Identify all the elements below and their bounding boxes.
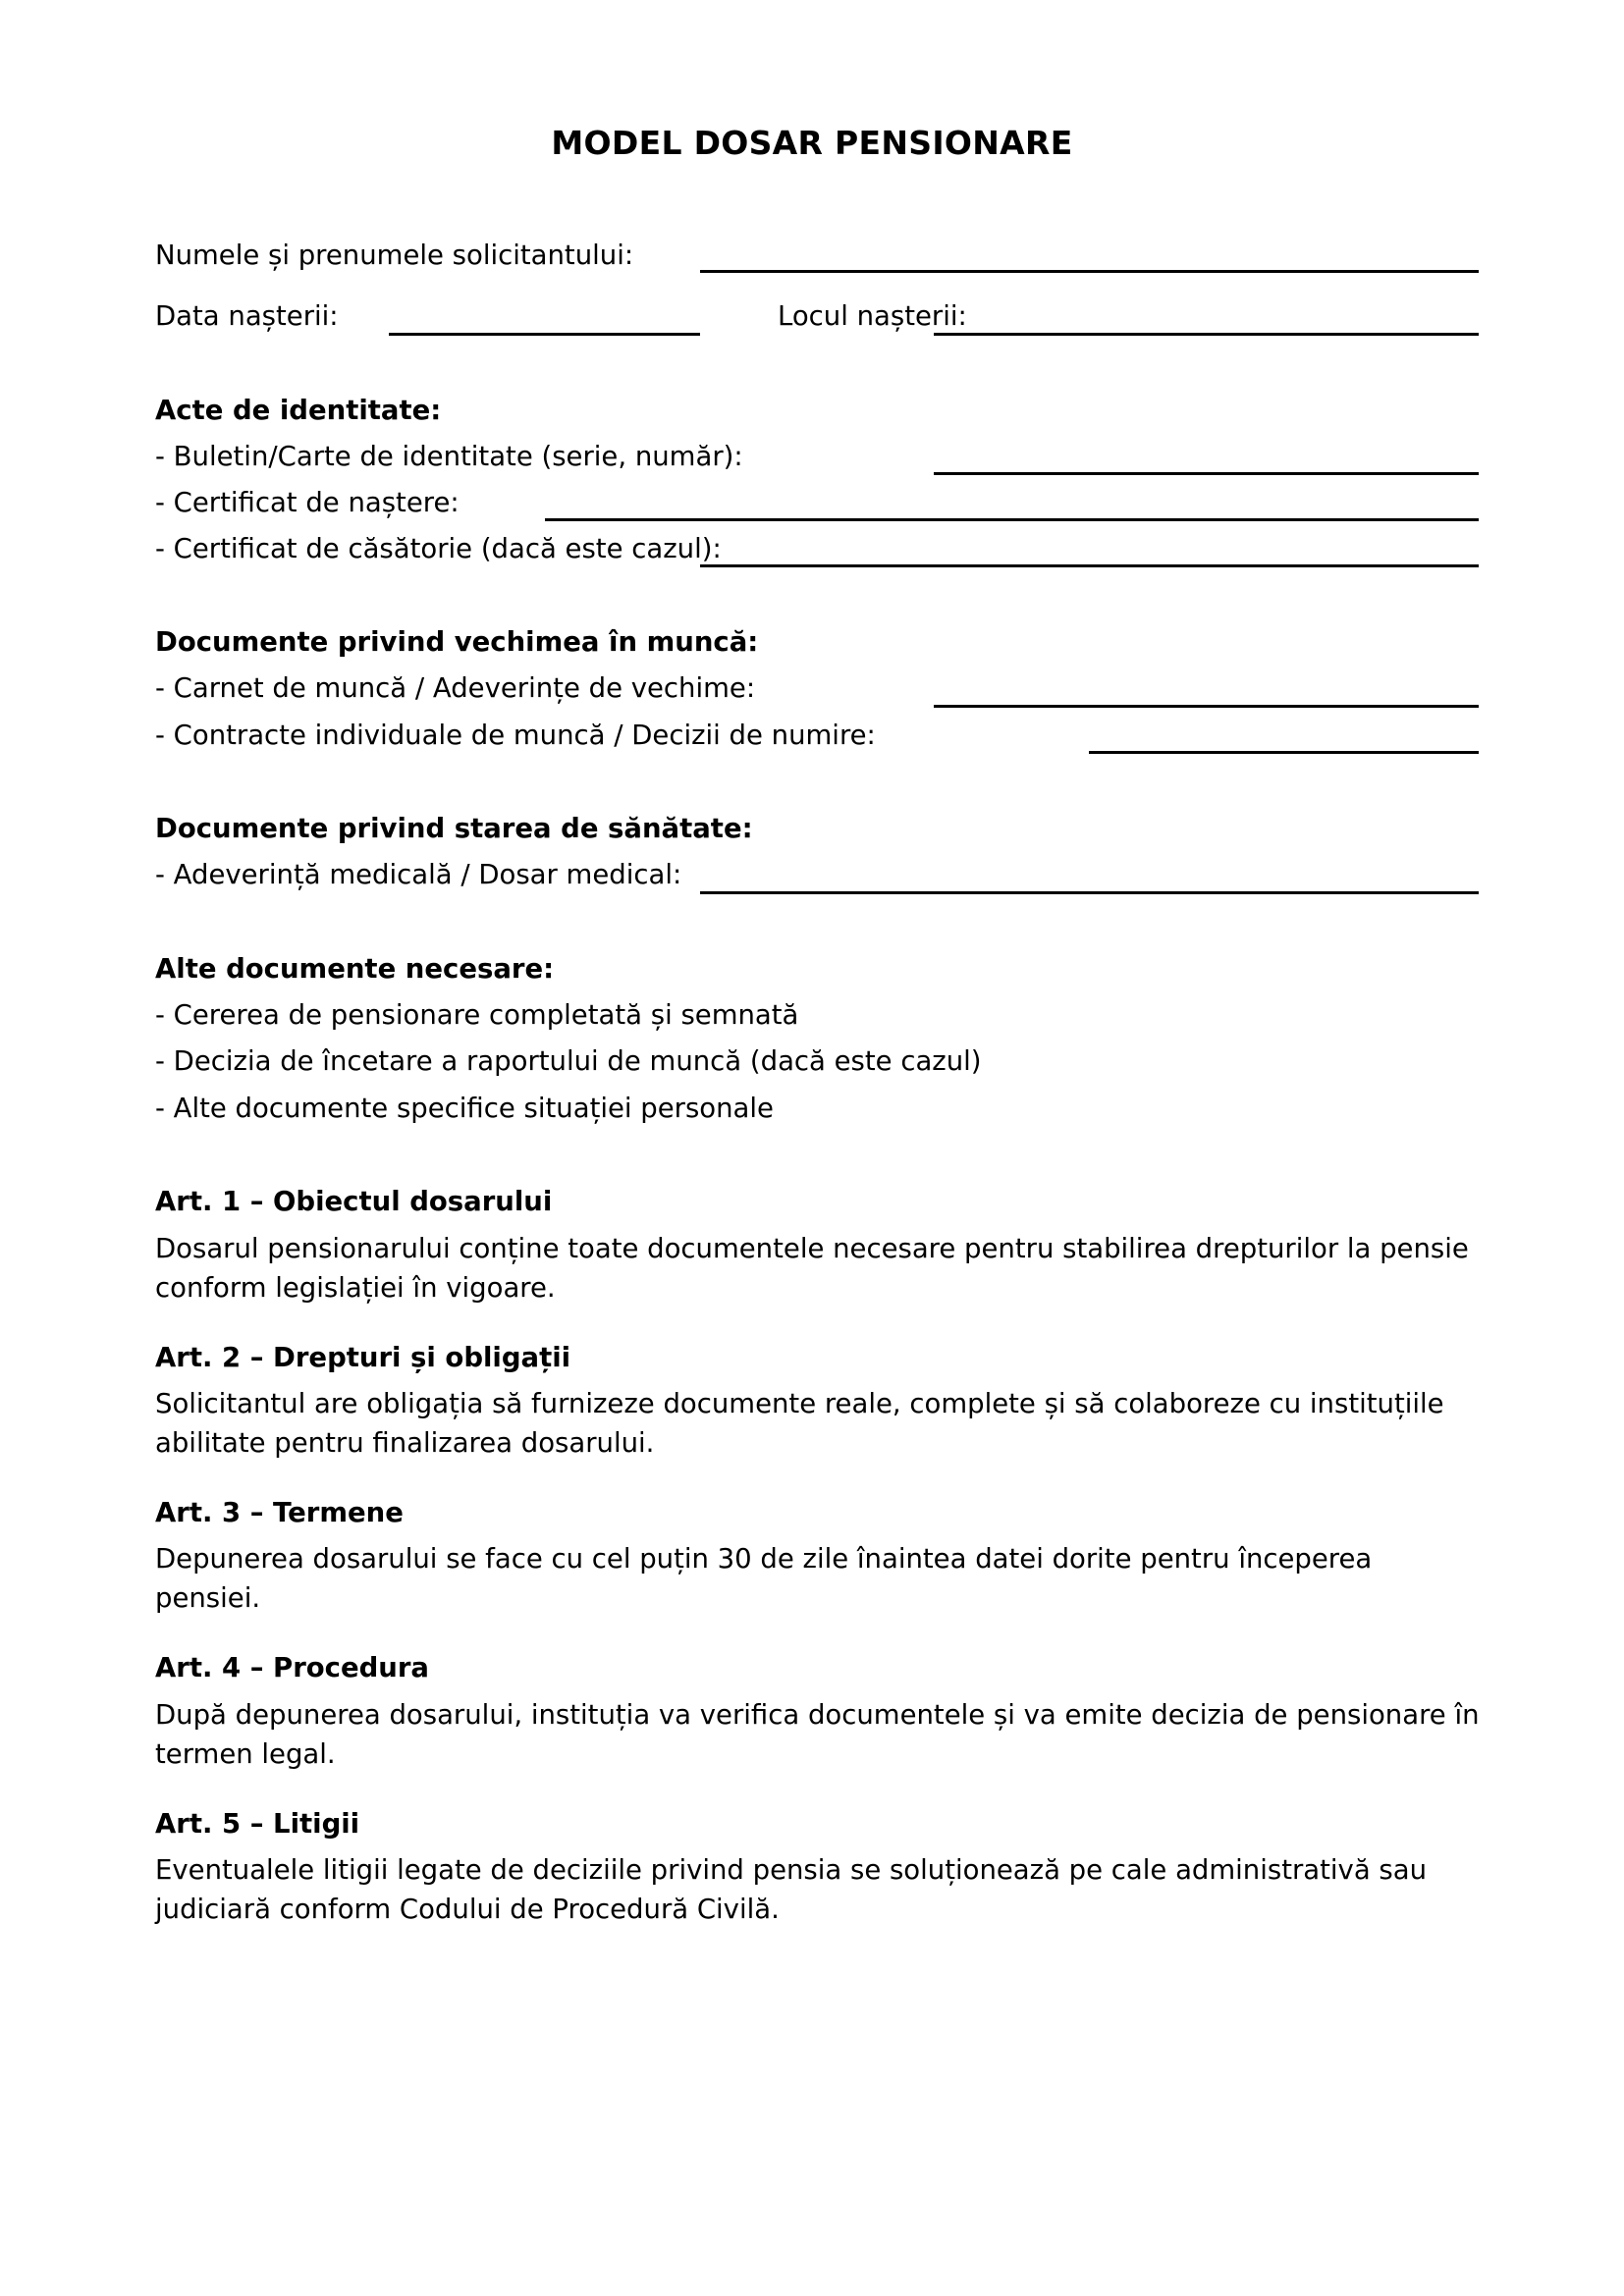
page-title: MODEL DOSAR PENSIONARE xyxy=(551,124,1073,162)
identity-heading: Acte de identitate: xyxy=(155,395,442,426)
article-3-text: Depunerea dosarului se face cu cel puțin 30 de zile înaintea datei dorite pentru începerea pensiei. xyxy=(155,1543,1373,1614)
birth-place-label: Locul nașterii: xyxy=(778,300,967,332)
article-5-text: Eventualele litigii legate de deciziile privind pensia se soluționează pe cale administrativă sau judiciară conform Codului de Procedură Civilă. xyxy=(155,1854,1428,1925)
work-item-contracts: - Contracte individuale de muncă / Decizii de numire: xyxy=(155,720,876,751)
contracts-field[interactable] xyxy=(1089,751,1479,754)
other-item-application: - Cererea de pensionare completată și semnată xyxy=(155,999,799,1031)
other-item-termination-decision: - Decizia de încetare a raportului de muncă (dacă este cazul) xyxy=(155,1045,982,1077)
article-2-heading: Art. 2 – Drepturi și obligații xyxy=(155,1342,571,1373)
article-4-heading: Art. 4 – Procedura xyxy=(155,1652,429,1683)
other-item-specific-documents: - Alte documente specifice situației personale xyxy=(155,1093,774,1124)
marriage-certificate-field[interactable] xyxy=(700,564,1479,567)
applicant-name-label: Numele și prenumele solicitantului: xyxy=(155,240,634,271)
birth-date-field[interactable] xyxy=(389,333,700,336)
article-3-heading: Art. 3 – Termene xyxy=(155,1497,404,1528)
identity-item-id-card: - Buletin/Carte de identitate (serie, număr): xyxy=(155,441,743,472)
medical-field[interactable] xyxy=(700,891,1479,894)
id-card-field[interactable] xyxy=(934,472,1479,475)
birth-certificate-field[interactable] xyxy=(545,518,1479,521)
birth-place-field[interactable] xyxy=(934,333,1479,336)
applicant-name-field[interactable] xyxy=(700,270,1479,273)
identity-item-marriage-certificate: - Certificat de căsătorie (dacă este cazul): xyxy=(155,533,722,564)
work-item-work-book: - Carnet de muncă / Adeverințe de vechime: xyxy=(155,672,756,704)
article-4-text: După depunerea dosarului, instituția va verifica documentele și va emite decizia de pensionare în termen legal. xyxy=(155,1699,1480,1770)
other-heading: Alte documente necesare: xyxy=(155,953,555,985)
article-1-heading: Art. 1 – Obiectul dosarului xyxy=(155,1186,553,1217)
health-item-medical: - Adeverință medicală / Dosar medical: xyxy=(155,859,682,890)
work-book-field[interactable] xyxy=(934,705,1479,708)
health-heading: Documente privind starea de sănătate: xyxy=(155,813,753,844)
identity-item-birth-certificate: - Certificat de naștere: xyxy=(155,487,460,518)
article-2-text: Solicitantul are obligația să furnizeze documente reale, complete și să colaboreze cu instituțiile abilitate pentru finalizarea dosarului. xyxy=(155,1388,1444,1459)
work-heading: Documente privind vechimea în muncă: xyxy=(155,626,759,658)
article-1-text: Dosarul pensionarului conține toate documentele necesare pentru stabilirea drepturilor la pensie conform legislației în vigoare. xyxy=(155,1233,1469,1304)
birth-date-label: Data nașterii: xyxy=(155,300,339,332)
article-5-heading: Art. 5 – Litigii xyxy=(155,1808,360,1840)
